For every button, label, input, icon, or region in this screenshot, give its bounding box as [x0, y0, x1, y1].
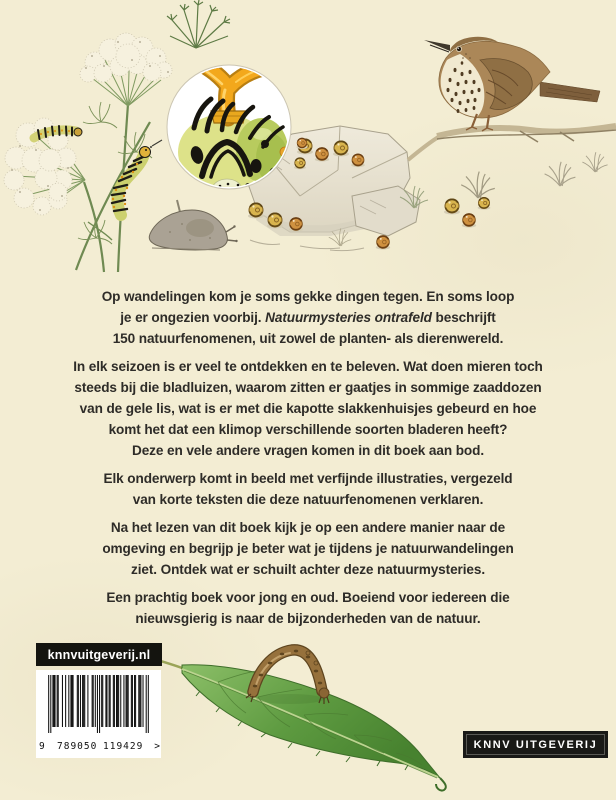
nature-illustration-top	[0, 0, 616, 290]
text-line: van korte teksten die deze natuurfenomenen verklaren.	[132, 492, 484, 507]
text-line: Op wandelingen kom je soms gekke dingen tegen. En soms loop	[101, 289, 515, 304]
leaf	[140, 655, 446, 791]
text-line: Na het lezen van dit boek kijk je op een andere manier naar de	[110, 520, 506, 535]
paragraph-after-reading	[0, 517, 616, 580]
text-line: van de gele lis, wat is er met die kapotte slakkenhuisjes gebeurd en hoe	[79, 401, 537, 416]
looper-caterpillar-on-leaf-illustration	[140, 633, 470, 793]
paragraph-intro	[0, 286, 616, 349]
text-line: Een prachtig boek voor jong en oud. Boeiend voor iedereen die	[106, 590, 510, 605]
slug	[149, 200, 237, 250]
publisher-name: KNNV UITGEVERIJ	[473, 738, 598, 751]
text-line: 150 natuurfenomenen, uit zowel de planten- als dierenwereld.	[112, 331, 504, 346]
publisher-website-box	[36, 643, 162, 666]
thrush-tail	[540, 82, 600, 102]
thrush-beak	[424, 40, 450, 51]
paragraph-audience	[0, 587, 616, 629]
text-line: nieuwsgierig is naar de bijzonderheden van de natuur.	[135, 611, 481, 626]
song-thrush-on-branch	[408, 37, 616, 160]
paragraph-seasons	[0, 356, 616, 461]
text-line: Elk onderwerp komt in beeld met verfijnde illustraties, vergezeld	[103, 471, 513, 486]
thrush-eye	[456, 46, 461, 51]
barcode-digit-left: 9	[39, 741, 45, 752]
text-line: je er ongezien voorbij. Natuurmysteries ontrafeld beschrijft	[120, 310, 496, 325]
text-line: komt het dat een klimop verschillende soorten bladeren heeft?	[108, 422, 508, 437]
book-title-italic: Natuurmysteries ontrafeld	[265, 310, 432, 325]
text-line: ziet. Ontdek wat er schuilt achter deze natuurmysteries.	[131, 562, 485, 577]
text-line: steeds bij die bladluizen, waarom zitten er gaatjes in sommige zaaddozen	[74, 380, 542, 395]
paragraph-illustrations	[0, 468, 616, 510]
publisher-logo-box	[463, 731, 608, 758]
barcode-bars	[36, 673, 161, 739]
barcode-number	[36, 741, 161, 753]
back-cover-text	[0, 286, 616, 636]
barcode-group-1: 789050	[57, 741, 98, 752]
text-line: In elk seizoen is er veel te ontdekken en te beleven. Wat doen mieren toch	[73, 359, 543, 374]
isbn-barcode	[36, 670, 161, 758]
text-line: Deze en vele andere vragen komen in dit boek aan bod.	[131, 443, 485, 458]
barcode-group-2: 119429	[103, 741, 144, 752]
barcode-arrow: >	[154, 741, 160, 752]
text-line: omgeving en begrijp je beter wat je tijdens je natuurwandelingen	[102, 541, 514, 556]
publisher-website-label: knnvuitgeverij.nl	[47, 647, 151, 662]
